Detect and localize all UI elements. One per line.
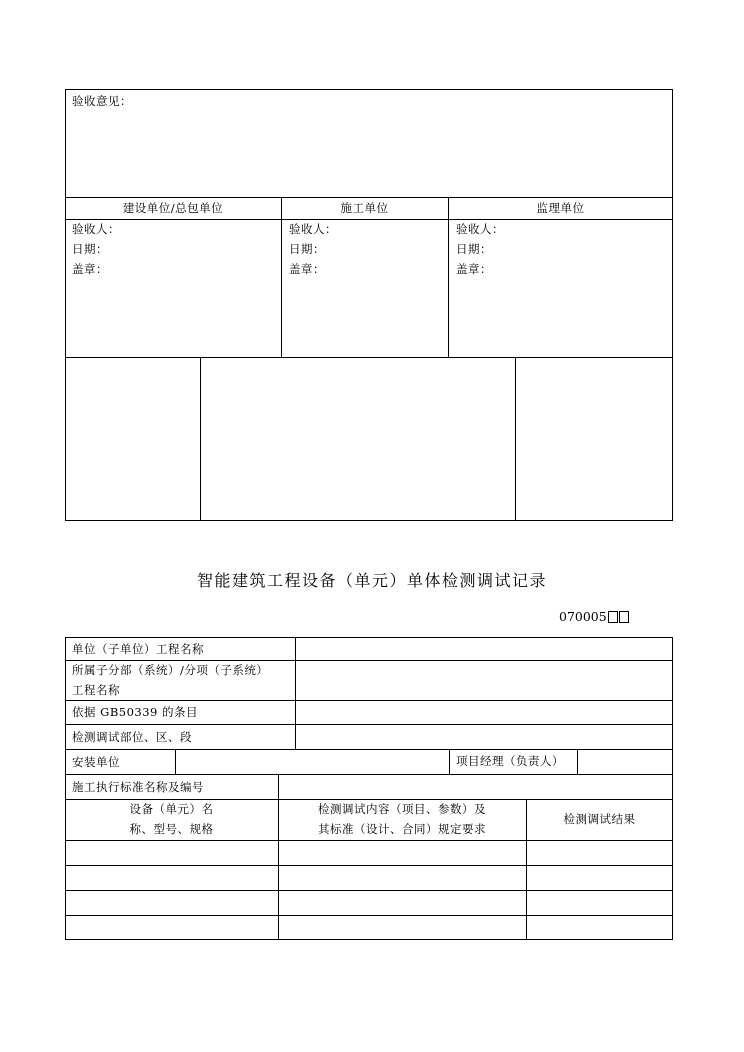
project-name-label: 单位（子单位）工程名称 <box>72 642 204 656</box>
divider <box>175 749 176 774</box>
manager-label: 项目经理（负责人） <box>456 754 564 768</box>
inspector-label: 验收人： <box>289 222 337 236</box>
sub-division-label-2: 工程名称 <box>72 683 120 697</box>
divider <box>65 749 673 750</box>
page-title: 智能建筑工程设备（单元）单体检测调试记录 <box>196 571 547 590</box>
form-code-number: 070005 <box>559 609 607 624</box>
seal-label: 盖章： <box>72 262 108 276</box>
content-header-2: 其标准（设计、合同）规定要求 <box>318 822 486 836</box>
table-row <box>65 915 673 916</box>
seal-label: 盖章： <box>456 262 492 276</box>
divider <box>65 660 673 661</box>
table-row <box>65 865 673 866</box>
basis-label: 依据 GB50339 的条目 <box>72 705 199 719</box>
divider <box>281 197 282 358</box>
divider <box>65 219 673 220</box>
divider <box>577 749 578 774</box>
inspector-label: 验收人： <box>72 222 120 236</box>
divider <box>65 700 673 701</box>
content-header: 检测调试内容（项目、参数）及 <box>318 802 486 816</box>
seal-label: 盖章： <box>289 262 325 276</box>
table-row <box>65 840 673 841</box>
date-label: 日期： <box>72 242 108 256</box>
device-header: 设备（单元）名 <box>129 802 214 816</box>
location-label: 检测调试部位、区、段 <box>72 730 192 744</box>
header-contractor-unit: 施工单位 <box>340 201 389 215</box>
acceptance-form <box>65 89 673 521</box>
header-construction-unit: 建设单位/总包单位 <box>122 201 224 215</box>
header-supervisor-unit: 监理单位 <box>536 201 585 215</box>
divider <box>448 197 449 358</box>
inspector-label: 验收人： <box>456 222 504 236</box>
checkbox-icon <box>619 611 629 623</box>
standard-label: 施工执行标准名称及编号 <box>72 780 204 794</box>
result-header: 检测调试结果 <box>563 812 636 826</box>
sub-division-label: 所属子分部（系统）/分项（子系统） <box>72 663 269 677</box>
divider <box>65 357 673 358</box>
divider <box>515 357 516 521</box>
divider <box>200 357 201 521</box>
divider <box>65 197 673 198</box>
table-row <box>65 890 673 891</box>
divider <box>65 799 673 800</box>
installer-label: 安装单位 <box>72 755 120 769</box>
divider <box>65 724 673 725</box>
divider <box>449 749 450 774</box>
divider <box>295 637 296 749</box>
divider <box>65 774 673 775</box>
checkbox-icon <box>608 611 618 623</box>
date-label: 日期： <box>289 242 325 256</box>
form-code <box>559 609 629 624</box>
date-label: 日期： <box>456 242 492 256</box>
opinion-label: 验收意见： <box>72 94 132 108</box>
device-header-2: 称、型号、规格 <box>129 822 214 836</box>
